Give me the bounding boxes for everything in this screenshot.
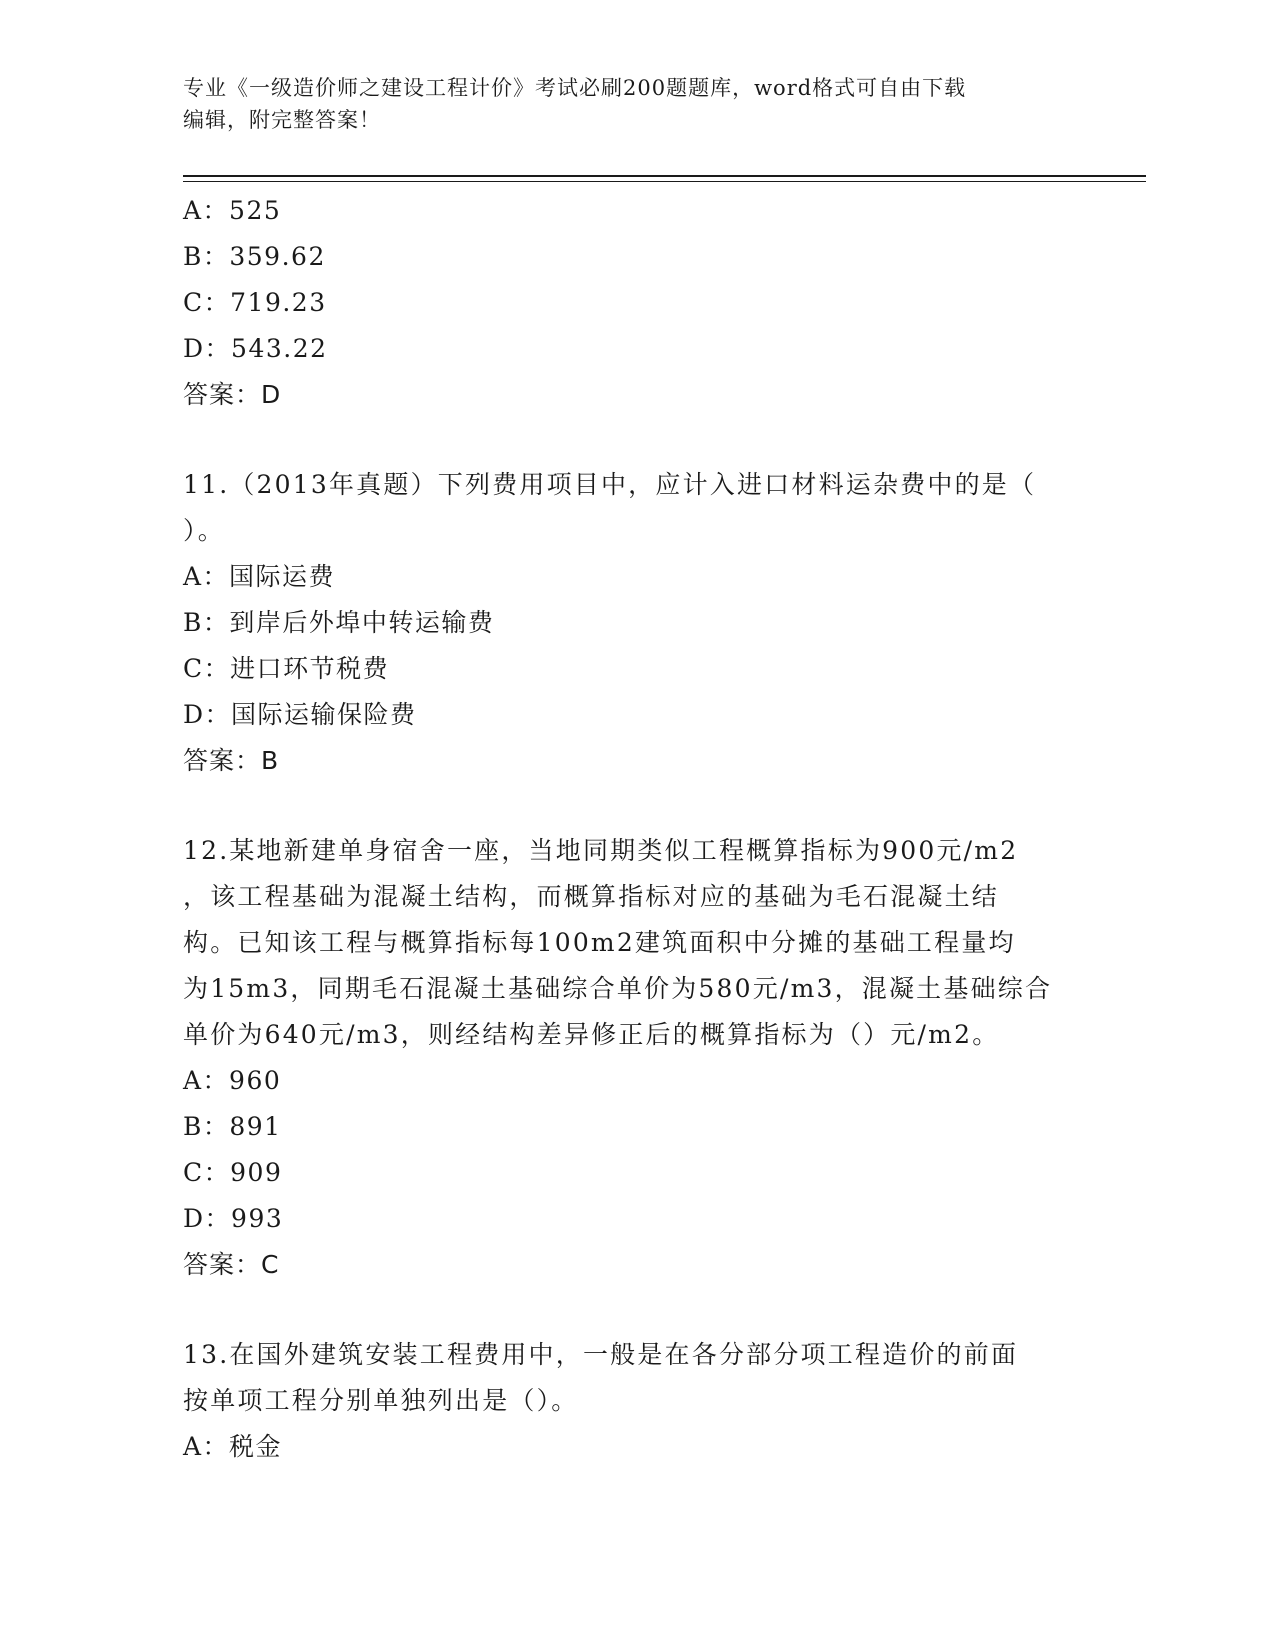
stem-line: 单价为640元/m3，则经结构差异修正后的概算指标为（）元/m2。 — [183, 1020, 1000, 1049]
answer-line: 答案：C — [183, 1250, 280, 1279]
option-a: A：525 — [183, 196, 282, 225]
spacer — [183, 1288, 1083, 1332]
option-c: C：909 — [183, 1158, 283, 1187]
stem-line: ，该工程基础为混凝土结构，而概算指标对应的基础为毛石混凝土结 — [183, 882, 1000, 911]
option-b: B：359.62 — [183, 242, 326, 271]
stem-line: 12.某地新建单身宿舍一座，当地同期类似工程概算指标为900元/m2 — [183, 836, 1019, 865]
spacer — [183, 418, 1083, 462]
question-block-12 — [183, 828, 1083, 1288]
stem-line: 构。已知该工程与概算指标每100m2建筑面积中分摊的基础工程量均 — [183, 928, 1016, 957]
option-a: A：税金 — [183, 1432, 283, 1461]
header-divider-thin — [183, 181, 1146, 182]
question-stem — [183, 462, 1083, 554]
question-stem — [183, 828, 1083, 1058]
option-b: B：891 — [183, 1112, 282, 1141]
option-c: C：719.23 — [183, 288, 327, 317]
option-d: D：国际运输保险费 — [183, 700, 417, 729]
stem-line: ）。 — [183, 516, 225, 545]
document-header — [183, 72, 1083, 136]
stem-line: 11.（2013年真题）下列费用项目中，应计入进口材料运杂费中的是（ — [183, 470, 1037, 499]
question-block-11 — [183, 462, 1083, 784]
option-d: D：993 — [183, 1204, 284, 1233]
stem-line: 13.在国外建筑安装工程费用中，一般是在各分部分项工程造价的前面 — [183, 1340, 1019, 1369]
option-c: C：进口环节税费 — [183, 654, 390, 683]
stem-line: 按单项工程分别单独列出是（）。 — [183, 1386, 579, 1415]
question-block-10 — [183, 188, 1083, 418]
option-b: B：到岸后外埠中转运输费 — [183, 608, 495, 637]
stem-line: 为15m3，同期毛石混凝土基础综合单价为580元/m3，混凝土基础综合 — [183, 974, 1053, 1003]
header-divider-thick — [183, 175, 1146, 177]
option-a: A：国际运费 — [183, 562, 336, 591]
question-list — [183, 188, 1083, 1470]
answer-line: 答案：D — [183, 380, 282, 409]
spacer — [183, 784, 1083, 828]
option-d: D：543.22 — [183, 334, 328, 363]
answer-line: 答案：B — [183, 746, 280, 775]
header-line-1: 专业《一级造价师之建设工程计价》考试必刷200题题库，word格式可自由下载 — [183, 76, 967, 100]
question-stem — [183, 1332, 1083, 1424]
header-line-2: 编辑，附完整答案！ — [183, 108, 381, 132]
question-block-13 — [183, 1332, 1083, 1470]
option-a: A：960 — [183, 1066, 282, 1095]
